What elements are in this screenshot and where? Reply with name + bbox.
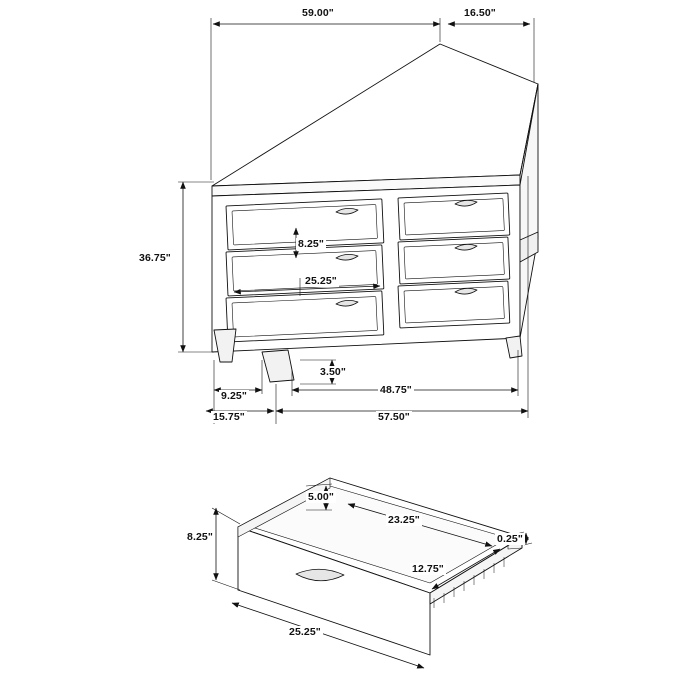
dim-label-drawer-face-width: 25.25": [305, 275, 337, 287]
dim-label-inner-width: 48.75": [380, 384, 412, 396]
height-dimension-lines: [178, 182, 214, 352]
dim-label-top-width: 59.00": [302, 7, 334, 19]
dim-label-top-depth: 16.50": [464, 7, 496, 19]
dresser-body: [212, 44, 538, 382]
dim-label-drawer-interior-side: 12.75": [412, 563, 444, 575]
dim-label-overall-height: 36.75": [139, 252, 171, 264]
dim-label-drawer-outer-width: 25.25": [289, 626, 321, 638]
dim-label-leg-height: 3.50": [320, 366, 346, 378]
drawer-detail-body: [238, 478, 522, 655]
dim-label-leg-depth: 9.25": [221, 390, 247, 402]
dim-label-drawer-face-height: 8.25": [298, 238, 324, 250]
dim-label-drawer-side-height: 8.25": [187, 531, 213, 543]
dim-label-drawer-panel-thickness: 0.25": [497, 533, 523, 545]
dim-label-base-depth: 15.75": [213, 411, 245, 423]
dim-label-base-width: 57.50": [378, 411, 410, 423]
dim-label-drawer-interior-depth: 5.00": [308, 491, 334, 503]
dim-label-drawer-interior-width: 23.25": [388, 514, 420, 526]
